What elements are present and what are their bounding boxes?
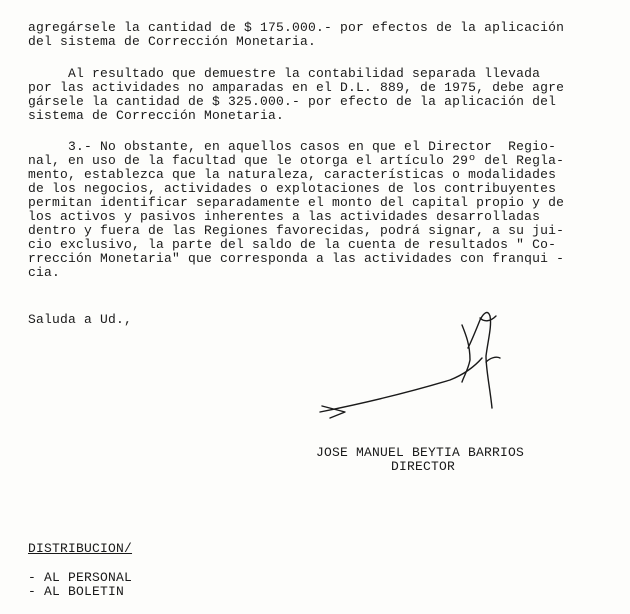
signatory-title: DIRECTOR xyxy=(391,459,456,474)
paragraph2-line-1: Al resultado que demuestre la contabilidad separada llevada xyxy=(28,66,541,81)
paragraph2-line-2: por las actividades no amparadas en el D.L. 889, de 1975, debe agre xyxy=(28,80,565,95)
paragraph1-line-2: del sistema de Corrección Monetaria. xyxy=(28,34,317,49)
paragraph3-line-5: permitan identificar separadamente el monto del capital propio y de xyxy=(28,195,565,210)
paragraph3-line-1: 3.- No obstante, en aquellos casos en que el Director Regio- xyxy=(28,139,557,154)
signatory-name: JOSE MANUEL BEYTIA BARRIOS xyxy=(316,445,525,460)
closing-salutation: Saluda a Ud., xyxy=(28,312,133,327)
handwritten-signature xyxy=(300,300,530,430)
paragraph2-line-3: gársele la cantidad de $ 325.000.- por efecto de la aplicación del xyxy=(28,94,557,109)
paragraph3-line-3: mento, establezca que la naturaleza, características o modalidades xyxy=(28,167,557,182)
paragraph3-line-9: rrección Monetaria" que corresponda a las actividades con franqui - xyxy=(28,251,565,266)
distribution-item-personal: - AL PERSONAL xyxy=(28,570,133,585)
paragraph2-line-4: sistema de Corrección Monetaria. xyxy=(28,108,285,123)
paragraph3-line-10: cia. xyxy=(28,265,61,280)
paragraph3-line-8: cio exclusivo, la parte del saldo de la cuenta de resultados " Co- xyxy=(28,237,557,252)
distribution-heading: DISTRIBUCION/ xyxy=(28,541,133,556)
paragraph3-line-7: dentro y fuera de las Regiones favorecidas, podrá signar, a su jui- xyxy=(28,223,565,238)
paragraph3-line-2: nal, en uso de la facultad que le otorga el artículo 29º del Regla- xyxy=(28,153,565,168)
paragraph3-line-6: los activos y pasivos inherentes a las actividades desarrolladas xyxy=(28,209,541,224)
paragraph1-line-1: agregársele la cantidad de $ 175.000.- por efectos de la aplicación xyxy=(28,20,565,35)
paragraph3-line-4: de los negocios, actividades o explotaciones de los contribuyentes xyxy=(28,181,557,196)
distribution-item-boletin: - AL BOLETIN xyxy=(28,584,125,599)
